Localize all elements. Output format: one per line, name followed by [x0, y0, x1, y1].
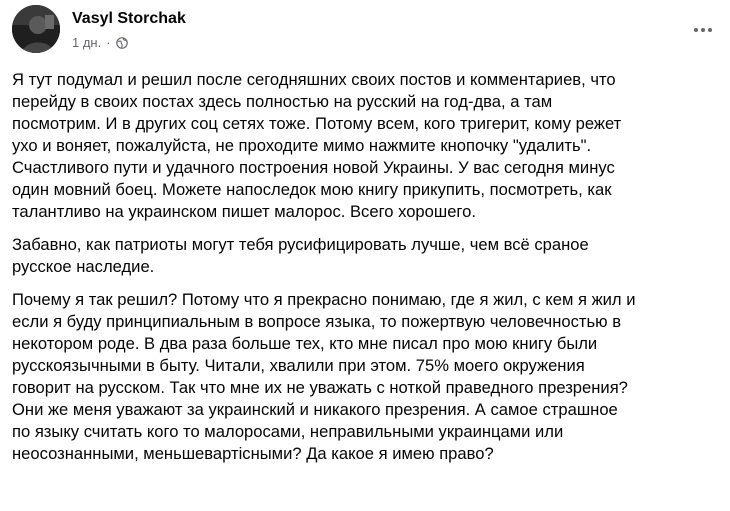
- more-horizontal-icon: [693, 27, 713, 33]
- author-avatar[interactable]: [12, 5, 60, 53]
- post-paragraph: [12, 289, 718, 465]
- avatar-photo: [12, 5, 60, 53]
- author-name[interactable]: Vasyl Storchak: [72, 10, 186, 27]
- post-header: [12, 5, 718, 57]
- text-line: перейду в своих постах здесь полностью на русский на год-два, а там: [12, 92, 553, 111]
- text-line: русское наследие.: [12, 257, 155, 276]
- text-line: Счастливого пути и удачного построения новой Украины. У вас сегодня минус: [12, 158, 615, 177]
- post-timestamp[interactable]: 1 дн.: [72, 35, 102, 50]
- text-line: русскоязычными в быту. Читали, хвалили при этом. 75% моего окружения: [12, 356, 585, 375]
- post-paragraph: [12, 69, 718, 223]
- text-line: Я тут подумал и решил после сегодняшних своих постов и комментариев, что: [12, 70, 616, 89]
- text-line: посмотрим. И в других соц сетях тоже. Потому всем, кого тригерит, кому режет: [12, 114, 622, 133]
- more-options-button[interactable]: [688, 15, 718, 45]
- text-line: неосознанными, меньшевартiсными? Да какое я имею право?: [12, 444, 494, 463]
- text-line: говорит на русском. Так что мне их не уважать с ноткой праведного презрения?: [12, 378, 628, 397]
- globe-icon[interactable]: [116, 37, 128, 49]
- post-meta: [72, 35, 128, 51]
- text-line: один мовний боец. Можете напоследок мою книгу прикупить, посмотреть, как: [12, 180, 612, 199]
- meta-separator: ·: [106, 35, 111, 50]
- text-line: Они же меня уважают за украинский и никакого презрения. А самое страшное: [12, 400, 618, 419]
- text-line: Почему я так решил? Потому что я прекрасно понимаю, где я жил, с кем я жил и: [12, 290, 636, 309]
- text-line: Забавно, как патриоты могут тебя русифицировать лучше, чем всё сраное: [12, 235, 589, 254]
- text-line: талантливо на украинском пишет малорос. Всего хорошего.: [12, 202, 476, 221]
- post-body: [12, 69, 718, 476]
- post-paragraph: [12, 234, 718, 278]
- text-line: некотором роде. В два раза больше тех, кто мне писал про мою книгу были: [12, 334, 598, 353]
- text-line: ухо и воняет, пожалуйста, не проходите мимо нажмите кнопочку "удалить".: [12, 136, 592, 155]
- text-line: по языку считать кого то малоросами, неправильными украинцами или: [12, 422, 564, 441]
- text-line: если я буду принципиальным в вопросе языка, то пожертвую человечностью в: [12, 312, 622, 331]
